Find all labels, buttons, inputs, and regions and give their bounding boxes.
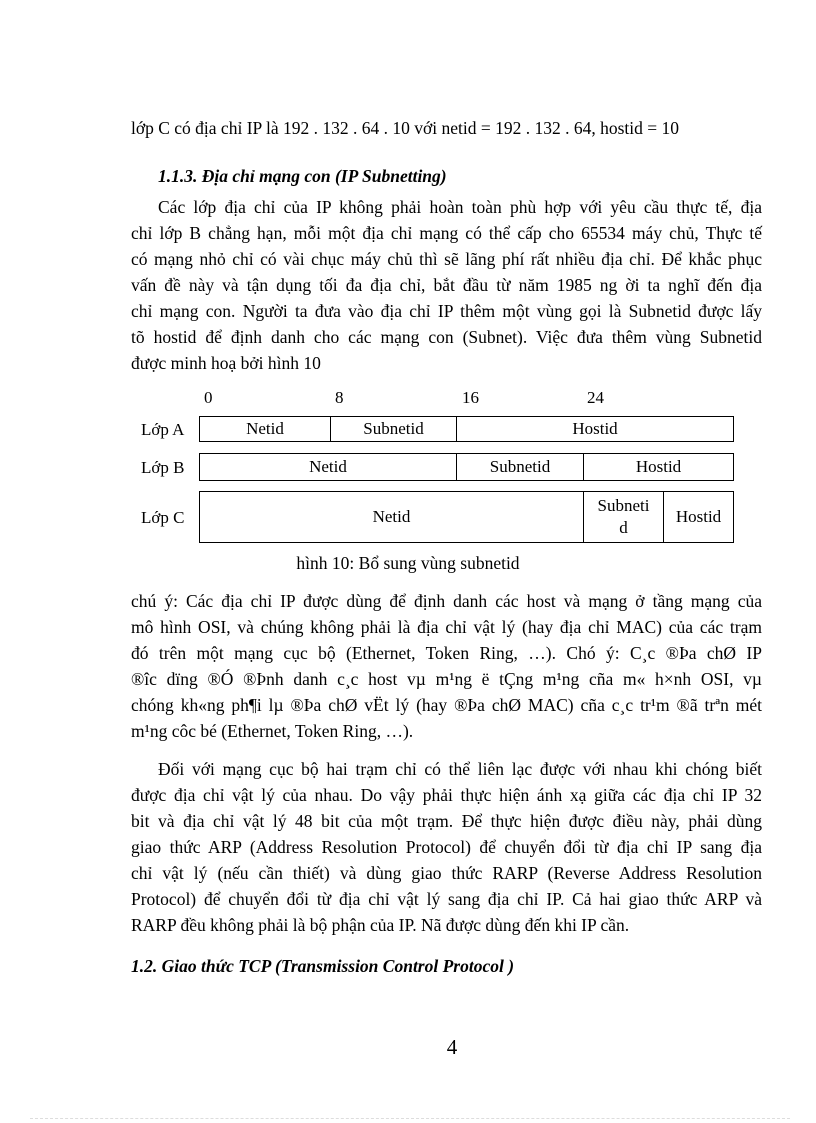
intro-line: lớp C có địa chỉ IP là 192 . 132 . 64 . 10 với netid = 192 . 132 . 64, hostid = 10: [131, 118, 679, 138]
arp-paragraph-line: được địa chỉ vật lý của nhau. Do vậy phải thực hiện ánh xạ giữa các địa chỉ IP 32: [131, 785, 762, 805]
arp-paragraph-line: Protocol) để chuyển đổi từ địa chỉ vật lý sang địa chỉ IP. Cả hai giao thức ARP và: [131, 889, 762, 909]
arp-paragraph-line: bit và địa chỉ vật lý 48 bit của một trạm. Để thực hiện được điều này, phải dùng: [131, 811, 762, 831]
paragraph-line: vấn đề này và tận dụng tối đa địa chỉ, bắt đầu từ năm 1985 ng ời ta nghĩ đến địa: [131, 275, 762, 295]
subnet-figure: [131, 388, 771, 558]
paragraph-line: chỉ mạng con. Người ta đưa vào địa chỉ IP thêm một vùng gọi là Subnetid được lấy: [131, 301, 762, 321]
paragraph-line: Các lớp địa chỉ của IP không phải hoàn toàn phù hợp với yêu cầu thực tế, địa: [158, 197, 762, 217]
note-line: ®îc dïng ®Ó ®Þnh danh c¸c host vµ m¹ng ë tÇng m¹ng cña m« h×nh OSI, vµ: [131, 669, 762, 689]
netid-cell: Netid: [200, 454, 457, 480]
page-number: 4: [446, 1035, 458, 1059]
netid-cell: Netid: [200, 417, 331, 441]
page-bottom-divider: [30, 1118, 790, 1119]
note-line: mô hình OSI, và chúng không phải là địa chỉ vật lý (hay địa chỉ MAC) của các trạm: [131, 617, 762, 637]
row-label-class-a: Lớp A: [141, 420, 185, 439]
subnetid-cell: Subneti d: [584, 492, 664, 542]
arp-paragraph-line: giao thức ARP (Address Resolution Protocol) để chuyển đổi từ địa chỉ IP sang địa: [131, 837, 762, 857]
bit-marker: 16: [462, 388, 479, 407]
arp-paragraph-line: RARP đều không phải là bộ phận của IP. Nã được dùng đến khi IP cần.: [131, 915, 630, 935]
hostid-cell: Hostid: [635, 457, 682, 476]
hostid-cell: Hostid: [675, 507, 722, 526]
subnetid-cell: Subnetid: [457, 454, 584, 480]
note-line: chú ý: Các địa chỉ IP được dùng để định danh các host và mạng ở tầng mạng của: [131, 591, 762, 611]
class-b-bar: [199, 453, 734, 481]
class-c-bar: [199, 491, 734, 543]
note-line: đó trên một mạng cục bộ (Ethernet, Token Ring, …). Chó ý: C¸c ®Þa chØ IP: [131, 643, 762, 663]
row-label-class-c: Lớp C: [141, 508, 185, 527]
bit-marker: 24: [587, 388, 604, 407]
figure-caption: hình 10: Bổ sung vùng subnetid: [296, 553, 520, 573]
class-a-bar: [199, 416, 734, 442]
bit-marker: 0: [204, 388, 213, 407]
hostid-cell: Hostid: [572, 419, 618, 438]
netid-cell: Netid: [200, 492, 584, 542]
paragraph-line: tõ hostid để định danh cho các mạng con (Subnet). Việc đưa thêm vùng Subnetid: [131, 327, 762, 347]
section-heading-1-2: 1.2. Giao thức TCP (Transmission Control Protocol ): [131, 956, 515, 976]
subnetid-cell: Subnetid: [331, 417, 457, 441]
note-line: chóng kh«ng ph¶i lµ ®Þa chØ vËt lý (hay ®Þa chØ MAC) cña c¸c tr¹m ®ã trªn mét: [131, 695, 762, 715]
note-line: m¹ng côc bé (Ethernet, Token Ring, …).: [131, 721, 414, 741]
bit-marker: 8: [335, 388, 344, 407]
paragraph-line: có mạng nhỏ chỉ có vài chục máy chủ thì sẽ lãng phí rất nhiều địa chỉ. Để khắc phục: [131, 249, 762, 269]
row-label-class-b: Lớp B: [141, 458, 185, 477]
arp-paragraph-line: chỉ vật lý (nếu cần thiết) và dùng giao thức RARP (Reverse Address Resolution: [131, 863, 762, 883]
section-heading-1-1-3: 1.1.3. Địa chỉ mạng con (IP Subnetting): [158, 166, 447, 186]
paragraph-line: được minh hoạ bởi hình 10: [131, 353, 321, 373]
arp-paragraph-line: Đối với mạng cục bộ hai trạm chỉ có thể liên lạc được với nhau khi chóng biết: [158, 759, 762, 779]
paragraph-line: chỉ lớp B chẳng hạn, mỗi một địa chỉ mạng có thể cấp cho 65534 máy chủ, Thực tế: [131, 223, 762, 243]
